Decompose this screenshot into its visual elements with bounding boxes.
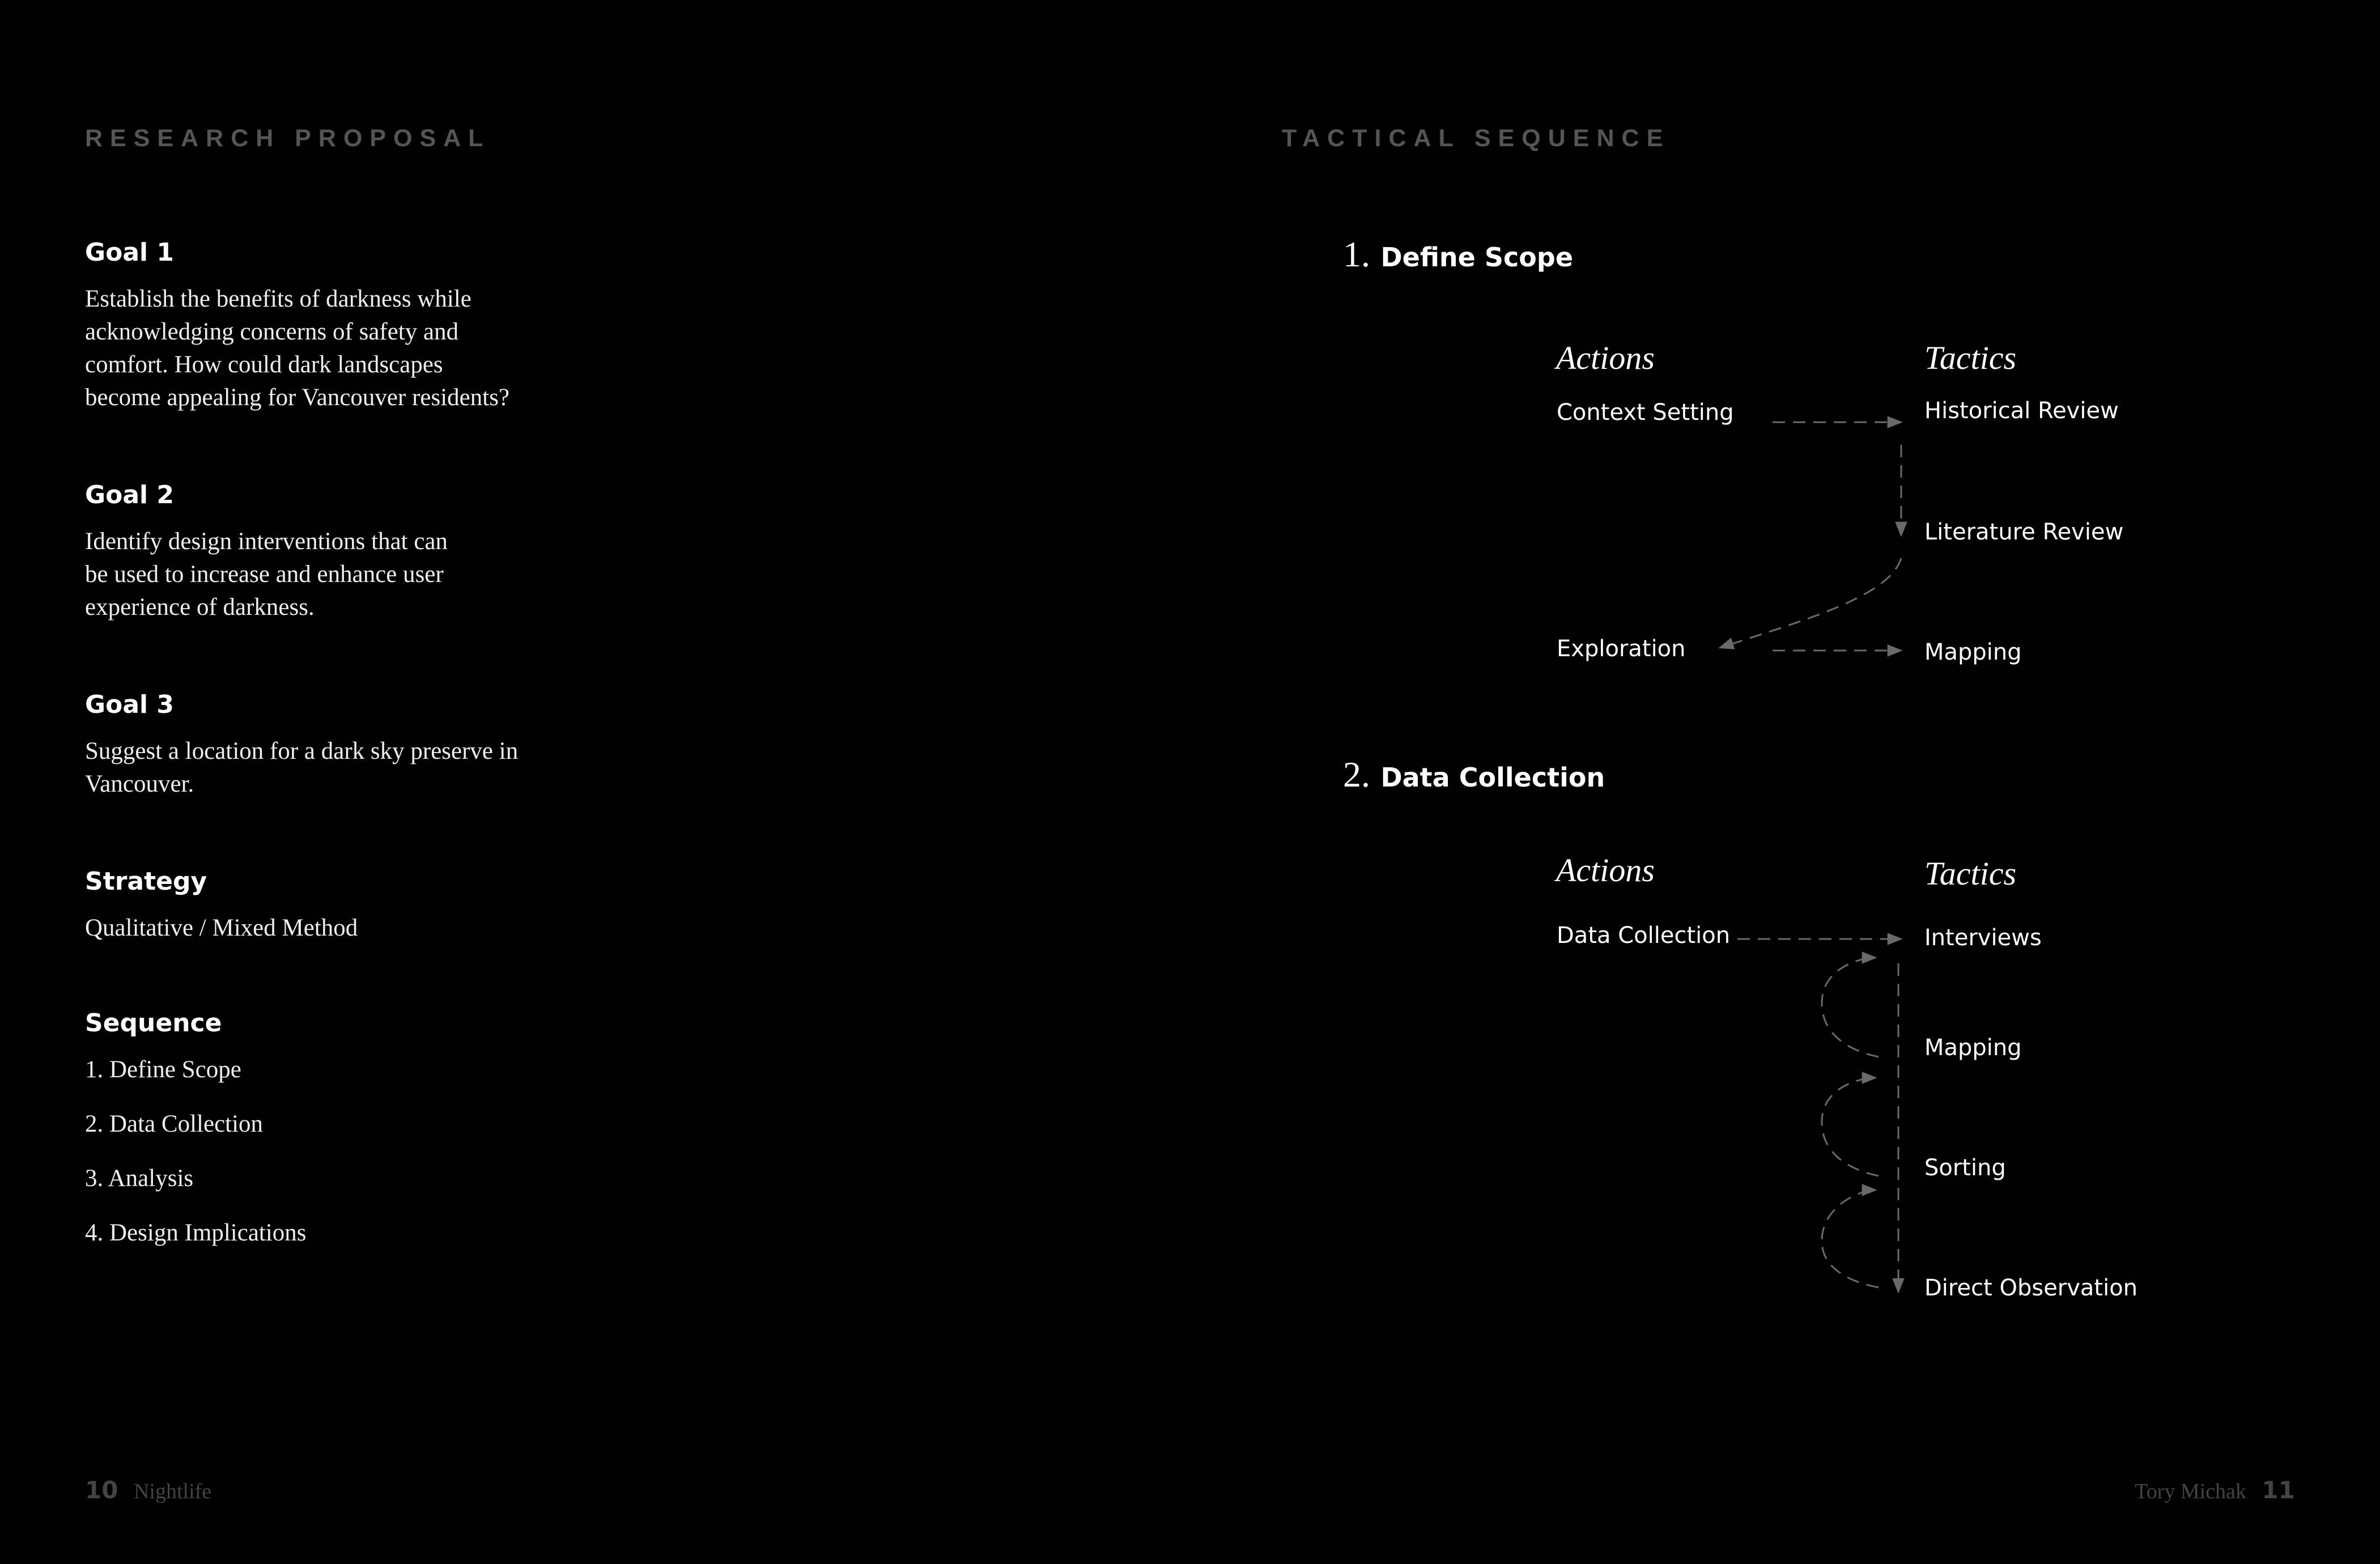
- loop-observation-to-sorting: [1822, 1190, 1878, 1287]
- author-name: Tory Michak: [2135, 1480, 2247, 1503]
- tactics-heading: Tactics: [1924, 339, 2017, 376]
- goal-3: [85, 690, 518, 801]
- arrow-literature-to-exploration: [1720, 558, 1901, 648]
- page-number: 10: [85, 1476, 118, 1504]
- goal-text: Suggest a location for a dark sky preserve in Vancouver.: [85, 738, 518, 797]
- right-footer: [2135, 1476, 2295, 1504]
- tactic-sorting: Sorting: [1924, 1155, 2006, 1181]
- sequence-item: 3. Analysis: [85, 1165, 194, 1192]
- action-context-setting: Context Setting: [1557, 400, 1734, 426]
- page-number: 11: [2262, 1476, 2295, 1504]
- step-number: 2.: [1343, 754, 1370, 794]
- sequence-item: 4. Design Implications: [85, 1219, 307, 1246]
- tactic-mapping: Mapping: [1924, 639, 2022, 665]
- loop-mapping-to-interviews: [1822, 958, 1878, 1057]
- step-2-title: [1343, 754, 1605, 796]
- goal-heading: Goal 1: [85, 238, 175, 267]
- step-name: Data Collection: [1380, 762, 1605, 793]
- goal-heading: Goal 3: [85, 690, 175, 719]
- section-label: TACTICAL SEQUENCE: [1282, 125, 1671, 152]
- actions-heading: Actions: [1556, 852, 1655, 889]
- sequence-item: 2. Data Collection: [85, 1111, 264, 1137]
- loop-sorting-to-mapping: [1822, 1078, 1878, 1176]
- strategy-heading: Strategy: [85, 867, 207, 896]
- tactic-literature-review: Literature Review: [1924, 519, 2124, 545]
- tactic-historical-review: Historical Review: [1924, 398, 2119, 424]
- tactics-heading: Tactics: [1924, 855, 2017, 892]
- action-exploration: Exploration: [1557, 636, 1686, 662]
- strategy-text: Qualitative / Mixed Method: [85, 915, 358, 941]
- sequence-heading: Sequence: [85, 1009, 222, 1038]
- step-name: Define Scope: [1380, 242, 1574, 273]
- action-data-collection: Data Collection: [1557, 923, 1731, 949]
- left-footer: [85, 1476, 211, 1504]
- right-page: [1190, 0, 2380, 1564]
- strategy: [85, 867, 358, 945]
- tactic-interviews: Interviews: [1924, 925, 2042, 951]
- tactic-mapping: Mapping: [1924, 1035, 2022, 1061]
- goal-text: Establish the benefits of darkness while acknowledging concerns of safety and comfort. How could dark landscapes become appealing for Vancouver residents?: [85, 286, 510, 411]
- step-number: 1.: [1343, 234, 1370, 274]
- sequence: [85, 1009, 307, 1271]
- section-label: RESEARCH PROPOSAL: [85, 125, 491, 152]
- goal-heading: Goal 2: [85, 481, 175, 509]
- tactic-direct-observation: Direct Observation: [1924, 1275, 2138, 1301]
- sequence-item: 1. Define Scope: [85, 1056, 241, 1083]
- goal-2: [85, 481, 448, 624]
- sequence-list: [85, 1053, 307, 1271]
- goal-text: Identify design interventions that can be used to increase and enhance user experience of darkness.: [85, 528, 448, 620]
- step-1-title: [1343, 233, 1573, 275]
- goal-1: [85, 238, 509, 414]
- publication-title: Nightlife: [133, 1480, 212, 1503]
- actions-heading: Actions: [1556, 339, 1655, 376]
